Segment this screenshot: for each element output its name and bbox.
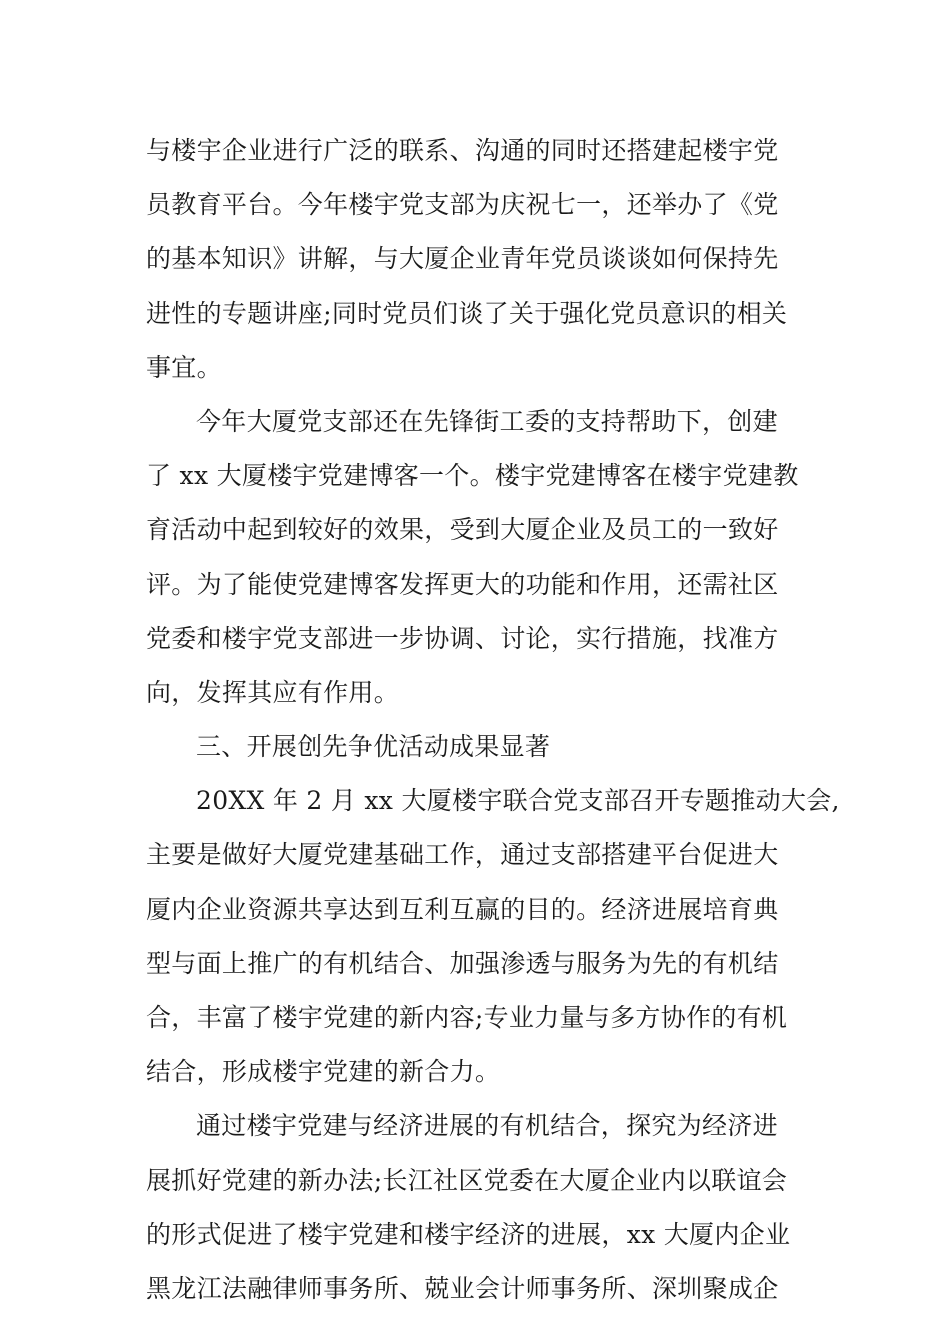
text-line: 向，发挥其应有作用。: [146, 677, 400, 707]
text-line: 员教育平台。今年楼宇党支部为庆祝七一，还举办了《党: [146, 190, 779, 220]
text-line: 了 xx 大厦楼宇党建博客一个。楼宇党建博客在楼宇党建教: [146, 461, 799, 491]
document-body: [146, 124, 840, 1316]
text-line: 型与面上推广的有机结合、加强渗透与服务为先的有机结: [146, 948, 779, 978]
text-line: 评。为了能使党建博客发挥更大的功能和作用，还需社区: [146, 569, 779, 599]
text-line: 结合，形成楼宇党建的新合力。: [146, 1057, 501, 1087]
text-line: 展抓好党建的新办法;长江社区党委在大厦企业内以联谊会: [146, 1165, 788, 1195]
text-line: 黑龙江法融律师事务所、兢业会计师事务所、深圳聚成企: [146, 1273, 779, 1303]
text-line: 事宜。: [146, 352, 222, 382]
text-line: 育活动中起到较好的效果，受到大厦企业及员工的一致好: [146, 515, 779, 545]
paragraph-first-line: 20XX 年 2 月 xx 大厦楼宇联合党支部召开专题推动大会,: [196, 786, 840, 816]
text-line: 厦内企业资源共享达到互利互赢的目的。经济进展培育典: [146, 894, 779, 924]
text-line: 的形式促进了楼宇党建和楼宇经济的进展，xx 大厦内企业: [146, 1219, 791, 1249]
text-line: 合，丰富了楼宇党建的新内容;专业力量与多方协作的有机: [146, 1003, 788, 1032]
paragraph-first-line: 通过楼宇党建与经济进展的有机结合，探究为经济进: [196, 1111, 778, 1141]
text-line: 的基本知识》讲解，与大厦企业青年党员谈谈如何保持先: [146, 244, 779, 274]
section-heading: 三、开展创先争优活动成果显著: [196, 732, 551, 762]
text-line: 与楼宇企业进行广泛的联系、沟通的同时还搭建起楼宇党: [146, 136, 779, 165]
text-line: 进性的专题讲座;同时党员们谈了关于强化党员意识的相关: [146, 298, 788, 328]
text-line: 党委和楼宇党支部进一步协调、讨论，实行措施，找准方: [146, 623, 779, 653]
text-line: 主要是做好大厦党建基础工作，通过支部搭建平台促进大: [146, 840, 779, 870]
paragraph-first-line: 今年大厦党支部还在先锋街工委的支持帮助下，创建: [196, 406, 778, 436]
